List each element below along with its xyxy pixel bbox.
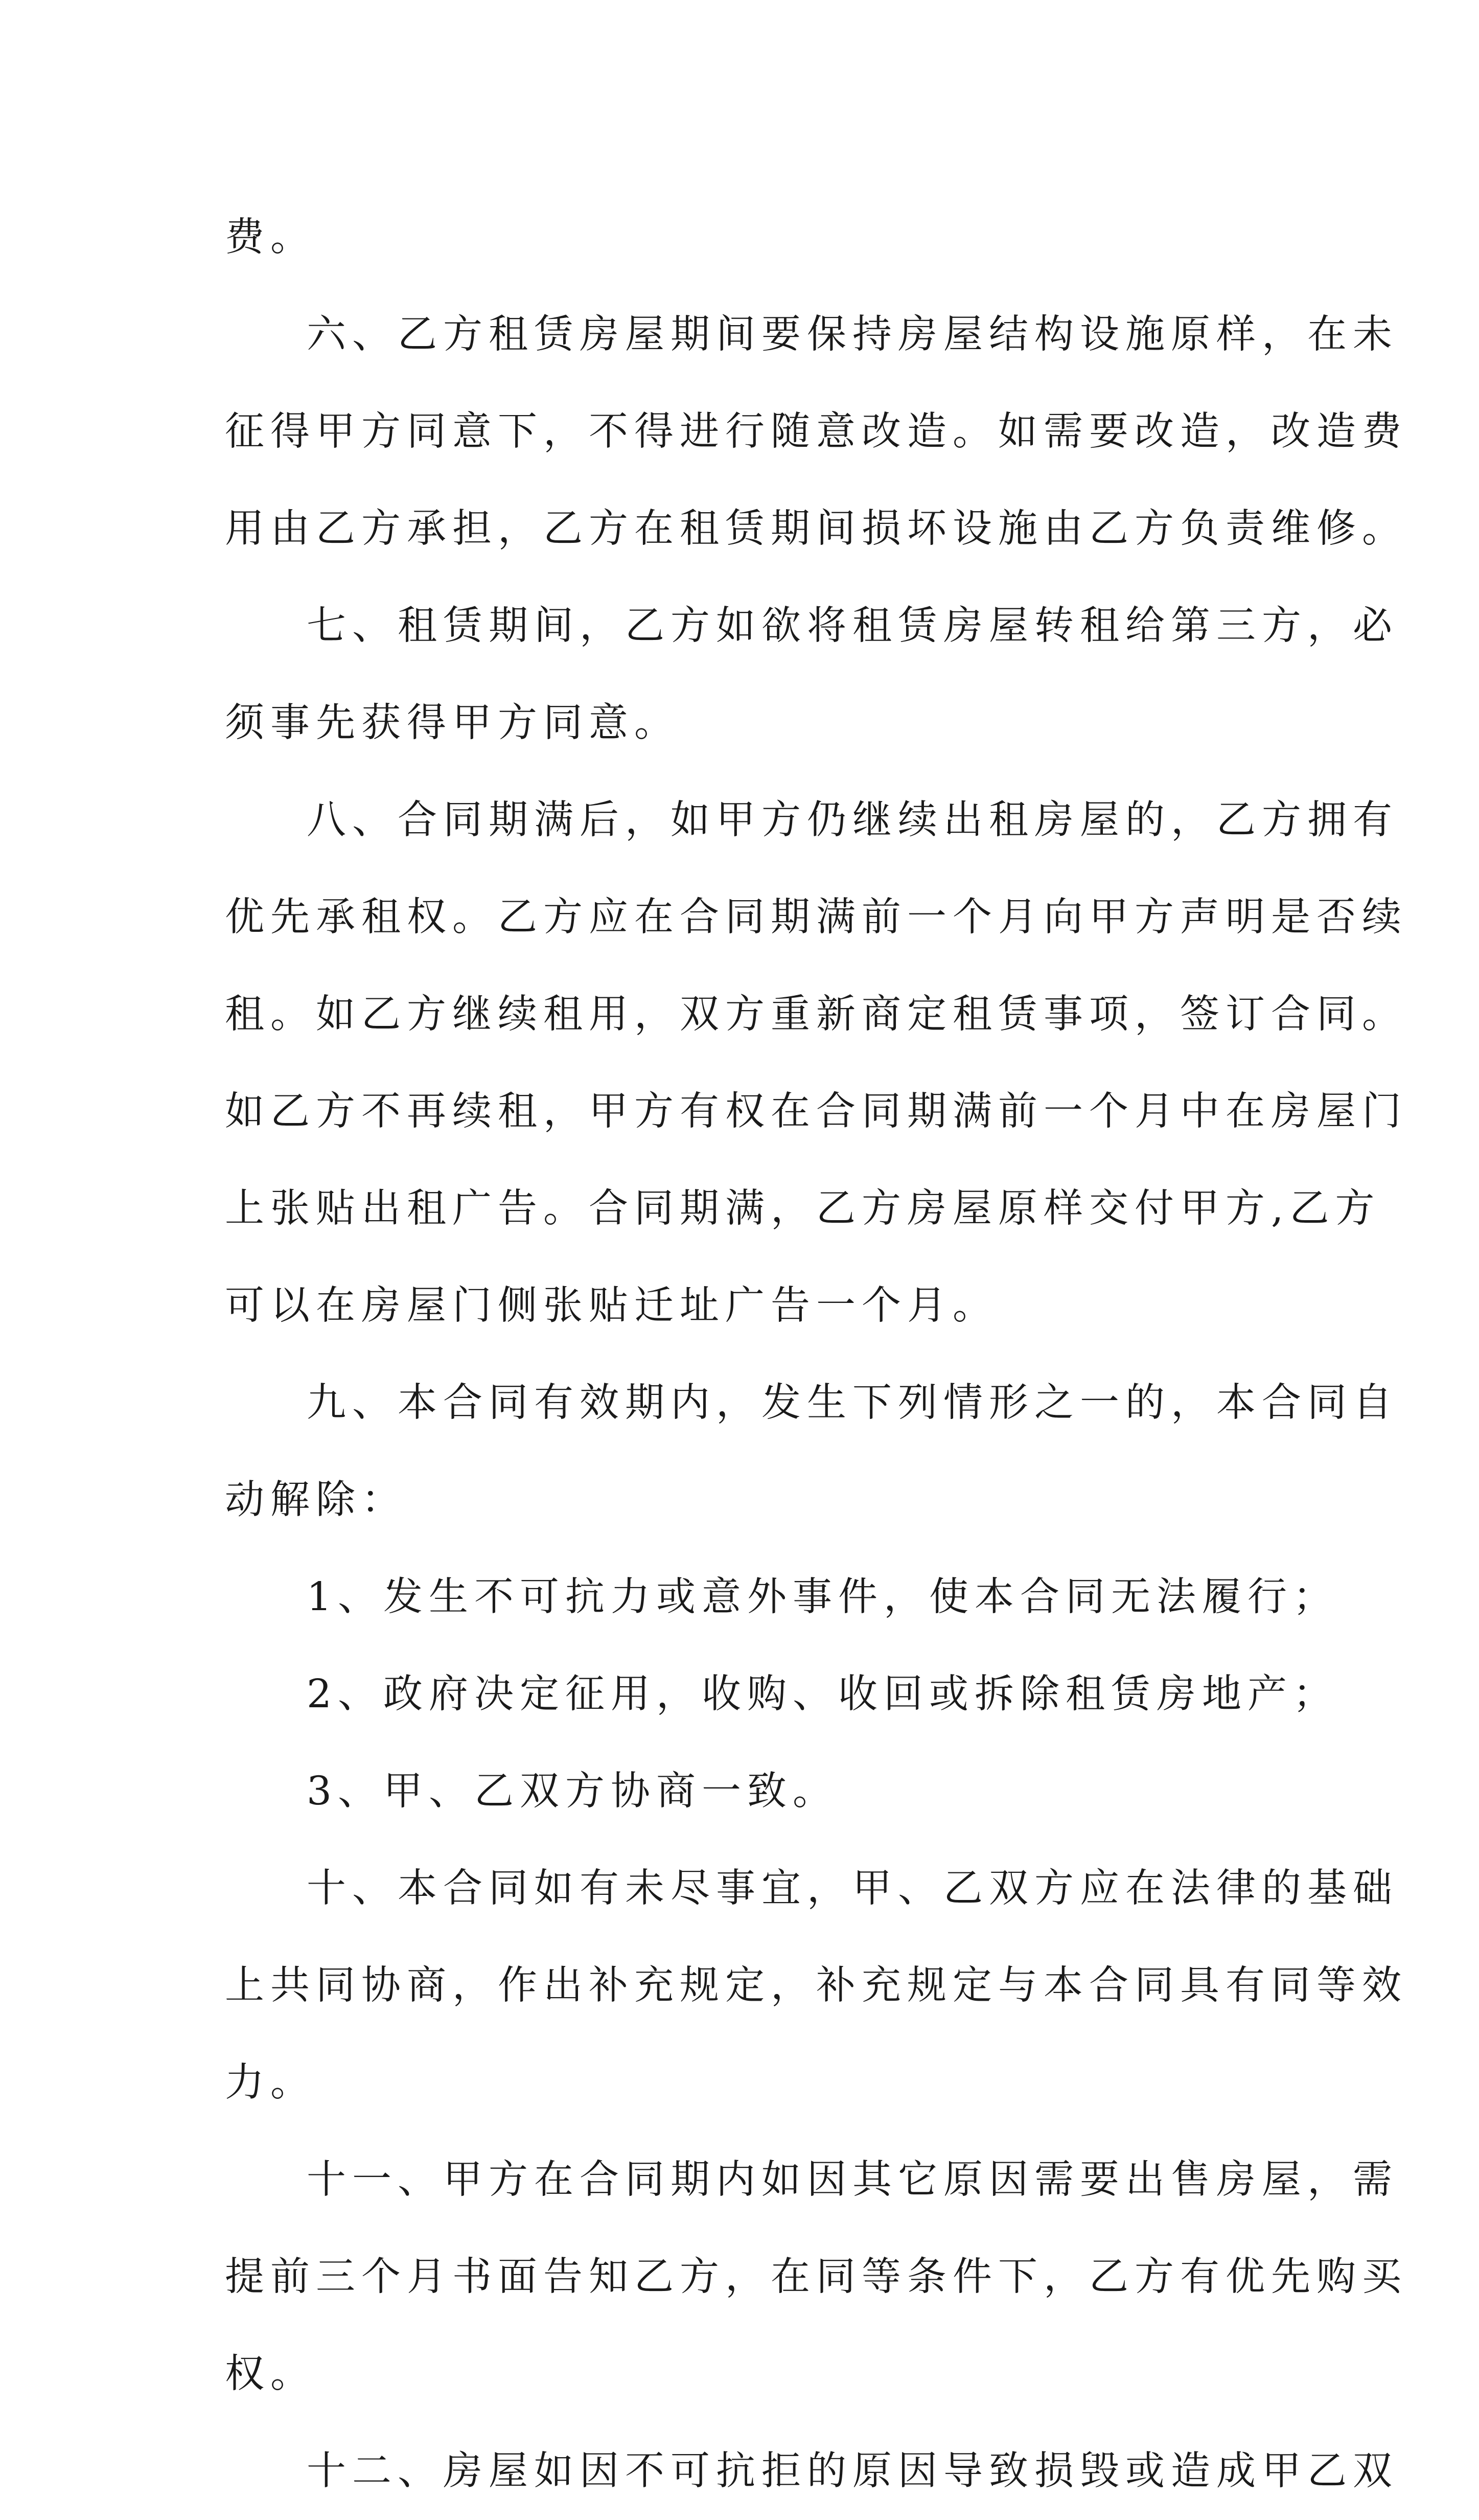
text-line: 须事先获得甲方同意。 <box>225 700 680 746</box>
text-line: 如乙方不再续租，甲方有权在合同期满前一个月中在房屋门 <box>225 1089 1407 1134</box>
contract-text-body <box>225 189 1407 2520</box>
text-line: 十二、房屋如因不可抗拒的原因导致损毁或造成甲乙双 <box>307 2448 1398 2494</box>
text-line: 3、甲、乙双方协商一致。 <box>307 1769 838 1814</box>
text-line: 提前三个月书面告知乙方，在同等条件下，乙方有优先购买 <box>225 2254 1407 2300</box>
text-line: 优先承租权。乙方应在合同期满前一个月向甲方声明是否续 <box>225 895 1407 940</box>
contract-paragraph <box>225 189 1267 286</box>
contract-paragraph <box>225 2423 1398 2520</box>
text-line: 1、发生不可抗力或意外事件，使本合同无法履行； <box>307 1574 1338 1620</box>
text-line: 七、租赁期间，乙方如欲将租赁房屋转租给第三方，必 <box>307 603 1398 649</box>
text-line: 租。如乙方继续租用，双方重新商定租赁事项，签订合同。 <box>225 992 1407 1037</box>
contract-paragraph <box>225 2132 1407 2423</box>
contract-paragraph <box>225 1549 1338 1646</box>
text-line: 十、本合同如有未尽事宜，甲、乙双方应在法律的基础 <box>307 1866 1398 1911</box>
contract-paragraph <box>225 286 1407 578</box>
text-line: 九、本合同有效期内，发生下列情形之一的，本合同自 <box>307 1380 1398 1426</box>
text-line: 费。 <box>225 215 316 260</box>
text-line: 动解除： <box>225 1477 407 1523</box>
text-line: 用由乙方承担，乙方在租赁期间损坏设施由乙方负责维修。 <box>225 506 1407 552</box>
text-line: 权。 <box>225 2351 316 2397</box>
contract-paragraph <box>225 1355 1398 1549</box>
contract-paragraph <box>225 1646 1338 1743</box>
text-line: 2、政府决定征用，收购、收回或拆除租赁房地产； <box>307 1671 1338 1717</box>
contract-paragraph <box>225 578 1398 772</box>
text-line: 六、乙方租赁房屋期间要保持房屋结构设施原样，在未 <box>307 312 1398 357</box>
text-line: 十一、甲方在合同期内如因其它原因需要出售房屋，需 <box>307 2157 1398 2203</box>
text-line: 可以在房屋门侧张贴迁址广告一个月。 <box>225 1283 998 1328</box>
text-line: 力。 <box>225 2060 316 2105</box>
contract-paragraph <box>225 1743 1267 1840</box>
text-line: 上共同协商，作出补充规定，补充规定与本合同具有同等效 <box>225 1963 1407 2008</box>
text-line: 上张贴出租广告。合同期满，乙方房屋原样交付甲方,乙方 <box>225 1186 1381 1231</box>
contract-paragraph <box>225 1840 1407 2132</box>
text-line: 征得甲方同意下，不得进行随意改造。如需要改造，改造费 <box>225 409 1407 454</box>
text-line: 八、合同期满后，如甲方仍继续出租房屋的，乙方拥有 <box>307 797 1398 843</box>
contract-paragraph <box>225 772 1407 1355</box>
